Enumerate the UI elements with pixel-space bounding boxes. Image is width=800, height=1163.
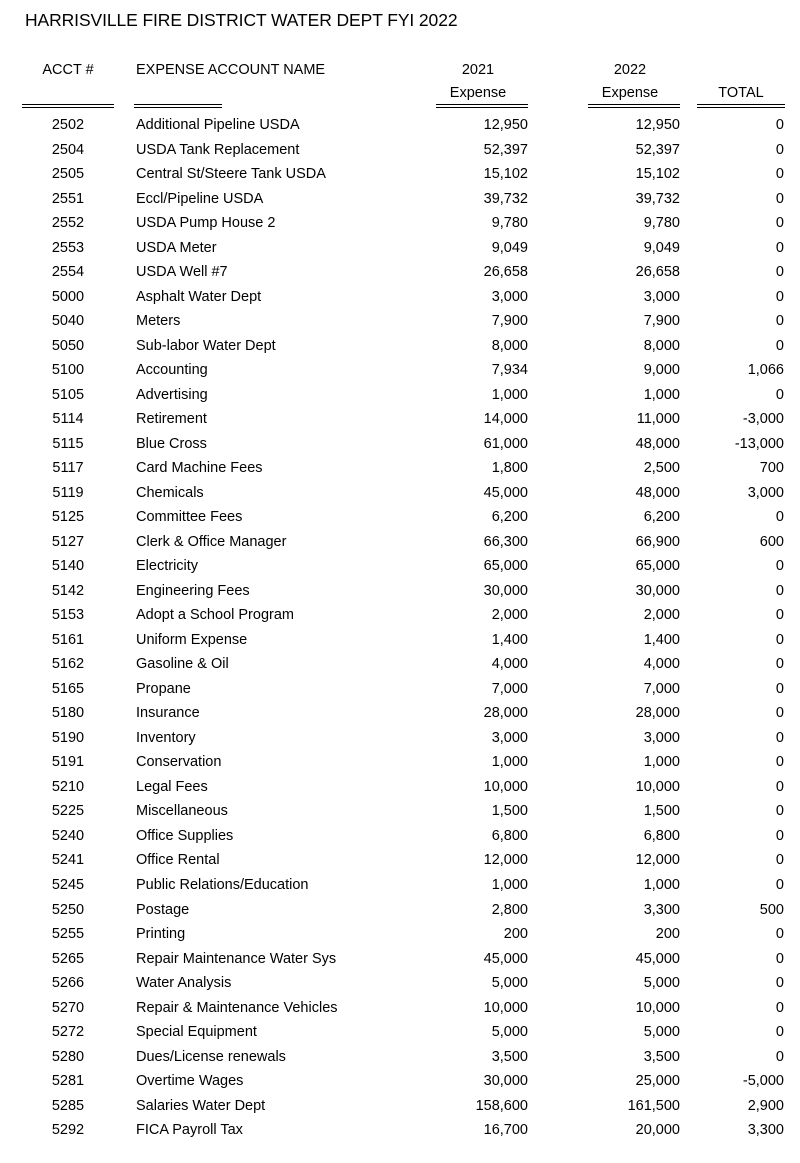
cell-acct-number: 5114 (52, 411, 84, 428)
cell-expense-2021: 9,780 (491, 215, 528, 232)
cell-acct-number: 2502 (51, 117, 85, 133)
cell-expense-2022: 7,000 (643, 680, 680, 697)
table-row (0, 260, 800, 285)
table-row (0, 898, 800, 923)
cell-expense-2022: 48,000 (635, 435, 680, 452)
cell-total: 700 (759, 460, 784, 477)
cell-account-name: Repair & Maintenance Vehicles (136, 999, 338, 1016)
cell-expense-2022: 66,900 (635, 533, 680, 550)
cell-expense-2022: 2,000 (643, 607, 680, 624)
cell-acct-number: 5117 (52, 460, 84, 477)
cell-account-name: Meters (136, 313, 181, 330)
cell-account-name: Inventory (136, 729, 196, 746)
cell-expense-2022: 1,000 (643, 386, 680, 403)
cell-total: -13,000 (734, 435, 784, 452)
table-row (0, 383, 800, 408)
cell-total: 0 (775, 117, 784, 133)
cell-acct-number: 5240 (51, 827, 85, 844)
cell-total: 0 (775, 1048, 784, 1065)
cell-expense-2022: 3,000 (643, 729, 680, 746)
cell-expense-2021: 3,000 (491, 288, 528, 305)
cell-expense-2021: 1,800 (491, 460, 528, 477)
table-row (0, 456, 800, 481)
cell-account-name: Office Supplies (136, 827, 234, 844)
cell-account-name: Advertising (136, 386, 208, 403)
cell-account-name: Committee Fees (136, 509, 243, 526)
column-header-acct: ACCT # (42, 62, 94, 78)
table-row (0, 236, 800, 261)
cell-expense-2022: 200 (655, 926, 680, 943)
cell-acct-number: 5165 (51, 680, 85, 697)
table-row (0, 603, 800, 628)
cell-account-name: Printing (136, 926, 186, 943)
cell-account-name: Engineering Fees (136, 582, 250, 599)
cell-acct-number: 5255 (51, 926, 85, 943)
cell-account-name: Additional Pipeline USDA (136, 117, 300, 133)
cell-total: 0 (775, 827, 784, 844)
cell-expense-2022: 9,049 (643, 239, 680, 256)
cell-acct-number: 5272 (51, 1024, 85, 1041)
cell-expense-2022: 5,000 (643, 1024, 680, 1041)
cell-total: 0 (775, 264, 784, 281)
cell-account-name: Card Machine Fees (136, 460, 263, 477)
cell-expense-2021: 2,800 (491, 901, 528, 918)
cell-total: -5,000 (742, 1073, 784, 1090)
cell-total: 0 (775, 705, 784, 722)
cell-account-name: USDA Pump House 2 (136, 215, 276, 232)
table-row (0, 996, 800, 1021)
cell-total: 1,066 (747, 362, 784, 379)
cell-expense-2021: 5,000 (491, 1024, 528, 1041)
cell-total: 0 (775, 975, 784, 992)
cell-expense-2021: 9,049 (491, 239, 528, 256)
cell-expense-2022: 8,000 (643, 337, 680, 354)
cell-expense-2021: 65,000 (483, 558, 528, 575)
cell-expense-2022: 1,000 (643, 876, 680, 893)
cell-acct-number: 5266 (51, 975, 85, 992)
cell-expense-2022: 12,000 (635, 852, 680, 869)
cell-acct-number: 5119 (52, 484, 84, 501)
cell-acct-number: 2551 (51, 190, 85, 207)
cell-total: 0 (775, 729, 784, 746)
cell-expense-2021: 4,000 (491, 656, 528, 673)
cell-total: 0 (775, 558, 784, 575)
table-row (0, 285, 800, 310)
cell-expense-2021: 61,000 (483, 435, 528, 452)
cell-acct-number: 5265 (51, 950, 85, 967)
cell-acct-number: 2552 (51, 215, 85, 232)
cell-expense-2021: 15,102 (483, 166, 528, 183)
cell-acct-number: 5292 (51, 1122, 85, 1139)
cell-total: -3,000 (742, 411, 784, 428)
cell-total: 0 (775, 656, 784, 673)
cell-total: 2,900 (747, 1097, 784, 1114)
cell-expense-2021: 1,000 (491, 386, 528, 403)
cell-account-name: Uniform Expense (136, 631, 248, 648)
cell-total: 0 (775, 337, 784, 354)
cell-acct-number: 5191 (51, 754, 85, 771)
cell-account-name: Overtime Wages (136, 1073, 244, 1090)
cell-account-name: Blue Cross (136, 435, 207, 452)
cell-account-name: Chemicals (136, 484, 204, 501)
cell-acct-number: 5115 (52, 435, 84, 452)
cell-expense-2021: 1,000 (491, 876, 528, 893)
page-title: HARRISVILLE FIRE DISTRICT WATER DEPT FYI 2022 (25, 10, 458, 30)
cell-expense-2022: 3,500 (643, 1048, 680, 1065)
cell-account-name: Adopt a School Program (136, 607, 294, 624)
cell-total: 0 (775, 778, 784, 795)
cell-acct-number: 5040 (51, 313, 85, 330)
cell-account-name: Electricity (136, 558, 199, 575)
table-row (0, 1020, 800, 1045)
cell-total: 0 (775, 239, 784, 256)
cell-total: 0 (775, 754, 784, 771)
cell-account-name: Retirement (136, 411, 207, 428)
cell-expense-2021: 30,000 (483, 1073, 528, 1090)
cell-expense-2022: 9,000 (643, 362, 680, 379)
cell-acct-number: 5161 (51, 631, 85, 648)
cell-account-name: Propane (136, 680, 191, 697)
cell-expense-2022: 52,397 (635, 141, 680, 158)
cell-expense-2021: 52,397 (483, 141, 528, 158)
cell-expense-2022: 6,200 (643, 509, 680, 526)
cell-expense-2021: 3,500 (491, 1048, 528, 1065)
cell-acct-number: 5000 (51, 288, 85, 305)
cell-acct-number: 5100 (51, 362, 85, 379)
cell-acct-number: 2554 (51, 264, 85, 281)
expense-table-body (0, 113, 800, 1143)
cell-total: 0 (775, 607, 784, 624)
table-row (0, 775, 800, 800)
cell-account-name: Legal Fees (136, 778, 208, 795)
cell-expense-2021: 45,000 (483, 950, 528, 967)
cell-expense-2022: 5,000 (643, 975, 680, 992)
table-header (0, 58, 800, 113)
cell-expense-2022: 1,400 (643, 631, 680, 648)
cell-expense-2022: 6,800 (643, 827, 680, 844)
cell-expense-2022: 7,900 (643, 313, 680, 330)
table-row (0, 947, 800, 972)
table-row (0, 579, 800, 604)
cell-account-name: Water Analysis (136, 975, 232, 992)
cell-expense-2021: 7,000 (491, 680, 528, 697)
cell-acct-number: 5162 (51, 656, 85, 673)
cell-acct-number: 5270 (51, 999, 85, 1016)
cell-account-name: USDA Meter (136, 239, 217, 256)
table-row (0, 677, 800, 702)
cell-acct-number: 5180 (51, 705, 85, 722)
column-header-account-name: EXPENSE ACCOUNT NAME (136, 62, 326, 78)
cell-expense-2022: 1,500 (643, 803, 680, 820)
cell-expense-2022: 3,000 (643, 288, 680, 305)
header-rule-account-name (134, 104, 222, 108)
cell-expense-2021: 45,000 (483, 484, 528, 501)
cell-account-name: Clerk & Office Manager (136, 533, 287, 550)
cell-acct-number: 2504 (51, 141, 85, 158)
cell-account-name: Repair Maintenance Water Sys (136, 950, 337, 967)
cell-total: 0 (775, 166, 784, 183)
cell-total: 0 (775, 950, 784, 967)
table-row (0, 1094, 800, 1119)
cell-account-name: Conservation (136, 754, 222, 771)
cell-expense-2021: 12,000 (483, 852, 528, 869)
cell-acct-number: 2553 (51, 239, 85, 256)
table-row (0, 1118, 800, 1143)
header-rule-total (697, 104, 785, 108)
table-row (0, 211, 800, 236)
cell-total: 500 (759, 901, 784, 918)
cell-acct-number: 5142 (51, 582, 85, 599)
table-row (0, 407, 800, 432)
cell-total: 0 (775, 313, 784, 330)
cell-expense-2022: 26,658 (635, 264, 680, 281)
cell-expense-2021: 3,000 (491, 729, 528, 746)
cell-account-name: Miscellaneous (136, 803, 228, 820)
table-row (0, 554, 800, 579)
table-row (0, 309, 800, 334)
table-row (0, 701, 800, 726)
column-header-expense-2021: Expense (449, 85, 507, 101)
header-rule-expense-2022 (588, 104, 680, 108)
table-row (0, 334, 800, 359)
cell-acct-number: 5153 (51, 607, 85, 624)
cell-total: 0 (775, 803, 784, 820)
table-row (0, 432, 800, 457)
cell-acct-number: 5210 (51, 778, 85, 795)
cell-expense-2022: 2,500 (643, 460, 680, 477)
cell-expense-2021: 16,700 (483, 1122, 528, 1139)
column-header-expense-2022: Expense (601, 85, 659, 101)
cell-expense-2021: 6,200 (491, 509, 528, 526)
cell-account-name: Insurance (136, 705, 200, 722)
cell-total: 0 (775, 288, 784, 305)
cell-acct-number: 5281 (51, 1073, 85, 1090)
cell-account-name: Asphalt Water Dept (136, 288, 262, 305)
table-row (0, 358, 800, 383)
table-row (0, 652, 800, 677)
column-header-year-2021: 2021 (461, 62, 495, 78)
table-row (0, 726, 800, 751)
table-row (0, 750, 800, 775)
table-row (0, 628, 800, 653)
cell-total: 3,000 (747, 484, 784, 501)
table-row (0, 481, 800, 506)
cell-expense-2022: 28,000 (635, 705, 680, 722)
cell-acct-number: 5225 (51, 803, 85, 820)
cell-expense-2021: 30,000 (483, 582, 528, 599)
cell-expense-2021: 200 (503, 926, 528, 943)
cell-expense-2021: 5,000 (491, 975, 528, 992)
cell-acct-number: 5241 (51, 852, 85, 869)
cell-total: 0 (775, 926, 784, 943)
table-row (0, 1069, 800, 1094)
cell-total: 0 (775, 141, 784, 158)
cell-expense-2021: 8,000 (491, 337, 528, 354)
table-row (0, 799, 800, 824)
column-header-total: TOTAL (718, 85, 764, 101)
cell-account-name: Gasoline & Oil (136, 656, 229, 673)
cell-expense-2022: 45,000 (635, 950, 680, 967)
table-row (0, 824, 800, 849)
cell-expense-2022: 10,000 (635, 778, 680, 795)
cell-acct-number: 5190 (51, 729, 85, 746)
cell-expense-2021: 6,800 (491, 827, 528, 844)
table-row (0, 922, 800, 947)
cell-expense-2022: 1,000 (643, 754, 680, 771)
cell-account-name: Accounting (136, 362, 208, 379)
cell-expense-2021: 7,900 (491, 313, 528, 330)
table-row (0, 162, 800, 187)
cell-expense-2022: 15,102 (635, 166, 680, 183)
cell-expense-2022: 161,500 (627, 1097, 680, 1114)
cell-expense-2021: 14,000 (483, 411, 528, 428)
table-row (0, 505, 800, 530)
cell-acct-number: 5280 (51, 1048, 85, 1065)
cell-account-name: Eccl/Pipeline USDA (136, 190, 264, 207)
cell-expense-2022: 10,000 (635, 999, 680, 1016)
cell-expense-2022: 9,780 (643, 215, 680, 232)
cell-expense-2021: 10,000 (483, 778, 528, 795)
cell-acct-number: 5105 (51, 386, 85, 403)
cell-expense-2021: 28,000 (483, 705, 528, 722)
cell-expense-2021: 12,950 (483, 117, 528, 133)
cell-acct-number: 2505 (51, 166, 85, 183)
cell-account-name: FICA Payroll Tax (136, 1122, 243, 1139)
cell-expense-2021: 26,658 (483, 264, 528, 281)
cell-expense-2022: 65,000 (635, 558, 680, 575)
cell-account-name: Central St/Steere Tank USDA (136, 166, 326, 183)
cell-total: 0 (775, 631, 784, 648)
table-row (0, 848, 800, 873)
cell-expense-2021: 66,300 (483, 533, 528, 550)
table-row (0, 873, 800, 898)
table-row (0, 187, 800, 212)
cell-account-name: Office Rental (136, 852, 220, 869)
cell-acct-number: 5250 (51, 901, 85, 918)
cell-expense-2022: 48,000 (635, 484, 680, 501)
table-row (0, 138, 800, 163)
cell-account-name: Dues/License renewals (136, 1048, 286, 1065)
cell-expense-2022: 11,000 (636, 411, 680, 428)
cell-expense-2021: 7,934 (491, 362, 528, 379)
cell-total: 0 (775, 1024, 784, 1041)
cell-expense-2021: 10,000 (483, 999, 528, 1016)
table-row (0, 113, 800, 138)
cell-account-name: Public Relations/Education (136, 876, 309, 893)
cell-acct-number: 5140 (51, 558, 85, 575)
cell-account-name: Postage (136, 901, 190, 918)
cell-account-name: USDA Well #7 (136, 264, 228, 281)
cell-expense-2021: 1,400 (491, 631, 528, 648)
cell-expense-2022: 39,732 (635, 190, 680, 207)
table-row (0, 971, 800, 996)
cell-account-name: Special Equipment (136, 1024, 257, 1041)
cell-total: 0 (775, 999, 784, 1016)
cell-expense-2021: 158,600 (475, 1097, 528, 1114)
cell-expense-2021: 2,000 (491, 607, 528, 624)
cell-total: 0 (775, 582, 784, 599)
header-rule-expense-2021 (436, 104, 528, 108)
cell-expense-2022: 12,950 (635, 117, 680, 133)
cell-total: 0 (775, 680, 784, 697)
cell-total: 0 (775, 852, 784, 869)
cell-total: 3,300 (747, 1122, 784, 1139)
cell-expense-2022: 3,300 (643, 901, 680, 918)
cell-acct-number: 5245 (51, 876, 85, 893)
table-row (0, 530, 800, 555)
cell-expense-2022: 4,000 (643, 656, 680, 673)
cell-acct-number: 5285 (51, 1097, 85, 1114)
cell-total: 0 (775, 876, 784, 893)
cell-expense-2022: 25,000 (635, 1073, 680, 1090)
cell-acct-number: 5125 (51, 509, 85, 526)
cell-total: 0 (775, 215, 784, 232)
cell-total: 0 (775, 386, 784, 403)
cell-total: 0 (775, 509, 784, 526)
cell-expense-2021: 1,000 (491, 754, 528, 771)
cell-expense-2021: 1,500 (491, 803, 528, 820)
cell-total: 600 (759, 533, 784, 550)
cell-total: 0 (775, 190, 784, 207)
header-rule-acct (22, 104, 114, 108)
cell-expense-2022: 30,000 (635, 582, 680, 599)
cell-acct-number: 5050 (51, 337, 85, 354)
cell-account-name: Salaries Water Dept (136, 1097, 266, 1114)
column-header-year-2022: 2022 (613, 62, 647, 78)
cell-account-name: Sub-labor Water Dept (136, 337, 276, 354)
cell-expense-2022: 20,000 (635, 1122, 680, 1139)
cell-acct-number: 5127 (51, 533, 85, 550)
table-row (0, 1045, 800, 1070)
cell-expense-2021: 39,732 (483, 190, 528, 207)
cell-account-name: USDA Tank Replacement (136, 141, 300, 158)
